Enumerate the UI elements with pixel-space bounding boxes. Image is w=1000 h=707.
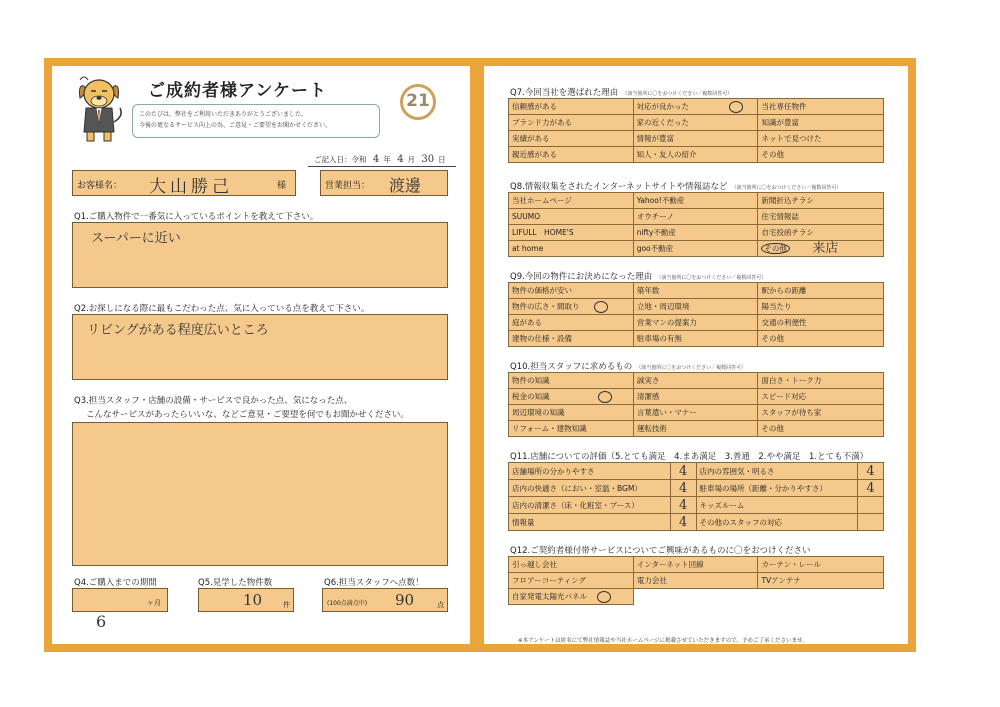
table-row	[509, 209, 884, 225]
q7-option-0-1[interactable]	[633, 99, 758, 115]
selected-circle-mark	[594, 301, 608, 313]
q10-option-0-0[interactable]: 物件の知識	[509, 373, 634, 389]
q9-title-text: Q9.今回の物件にお決めになった理由	[510, 272, 653, 282]
q2-title: Q2.お探しになる際に最もこだわった点、気に入っている点を教えて下さい。	[74, 304, 370, 314]
q7-option-2-2[interactable]: ネットで見つけた	[758, 131, 884, 147]
q10-options-table	[508, 372, 884, 437]
date-underline	[308, 166, 456, 167]
date-month: 4	[397, 154, 404, 165]
q8-option-2-2[interactable]: 自宅投函チラシ	[758, 225, 884, 241]
customer-name-value: 大山勝己	[149, 177, 233, 197]
q3-title-line-1: Q3.担当スタッフ・店舗の設備・サービスで良かった点、気になった点、	[74, 396, 353, 406]
right-panel	[484, 66, 908, 644]
q7-option-3-1[interactable]: 知人・友人の紹介	[633, 147, 758, 163]
q11-item-1-right: 駐車場の場所（距離・分かりやすさ）	[696, 480, 858, 497]
q8-option-0-0[interactable]: 当社ホームページ	[509, 193, 634, 209]
date-year: 4	[372, 154, 380, 165]
q9-option-3-0[interactable]: 建物の仕様・設備	[509, 331, 634, 347]
sales-staff-field[interactable]	[320, 170, 448, 196]
dog-mascot-icon	[74, 72, 126, 144]
q6-unit: 点	[437, 601, 444, 609]
q6-hint: (100点満点中)	[327, 600, 368, 607]
q10-option-2-0[interactable]: 周辺環境の知識	[509, 405, 634, 421]
q8-option-2-0[interactable]: LIFULL HOME'S	[509, 225, 634, 241]
greeting-line-2: 今後の更なるサービス向上の為、ご意見・ご要望をお聞かせください。	[139, 122, 332, 129]
q12-option-0-0[interactable]: 引っ越し会社	[509, 557, 634, 573]
q1-answer-box[interactable]	[72, 222, 448, 288]
q8-option-0-2[interactable]: 新聞折込チラシ	[758, 193, 884, 209]
q11-item-3-left: 情報量	[509, 514, 671, 531]
q7-title-text: Q7.今回当社を選ばれた理由	[510, 88, 619, 98]
q5-answer-box[interactable]	[198, 588, 294, 612]
date-month-unit: 月	[407, 155, 416, 164]
q7-option-0-2[interactable]: 当社専任物件	[758, 99, 884, 115]
q7-option-3-2[interactable]: その他	[758, 147, 884, 163]
q9-option-1-0[interactable]	[509, 299, 634, 315]
q8-option-0-1[interactable]: Yahoo!不動産	[633, 193, 758, 209]
q11-evaluation-table	[508, 462, 884, 531]
q12-option-1-2[interactable]: TVアンテナ	[758, 573, 884, 589]
q11-score-0-left[interactable]: 4	[670, 463, 696, 480]
q11-item-2-left: 店内の清潔さ（床・化粧室・ブース）	[509, 497, 671, 514]
table-row	[509, 99, 884, 115]
q8-option-3-0[interactable]: at home	[509, 241, 634, 257]
q7-option-1-2[interactable]: 知識が豊富	[758, 115, 884, 131]
q9-note: （該当箇所に〇をおつけください／複数回答可）	[656, 275, 767, 281]
q8-other-answer: 来店	[812, 241, 839, 256]
table-row	[509, 480, 884, 497]
customer-name-field[interactable]	[72, 170, 296, 196]
table-row	[509, 193, 884, 209]
entry-date	[314, 154, 446, 165]
q11-score-3-left[interactable]: 4	[670, 514, 696, 531]
q7-option-2-1[interactable]: 情報が豊富	[633, 131, 758, 147]
q8-note: （該当箇所に〇をおつけください／複数回答可）	[731, 185, 842, 191]
selected-circle-mark	[598, 391, 612, 403]
q1-title: Q1.ご購入物件で一番気に入っているポイントを教えて下さい。	[74, 212, 319, 222]
q12-options-table	[508, 556, 884, 605]
q7-option-0-0[interactable]: 信頼感がある	[509, 99, 634, 115]
table-row	[509, 373, 884, 389]
century21-logo-icon	[400, 84, 436, 120]
q12-option-0-1[interactable]: インターネット回線	[633, 557, 758, 573]
q8-option-1-2[interactable]: 住宅情報誌	[758, 209, 884, 225]
table-row	[509, 421, 884, 437]
q10-option-1-1[interactable]: 清潔感	[633, 389, 758, 405]
q8-option-3-1[interactable]: goo不動産	[633, 241, 758, 257]
q7-options-table	[508, 98, 884, 163]
q7-note: （該当箇所に〇をおつけください／複数回答可）	[622, 91, 733, 97]
q7-title	[510, 86, 732, 98]
q9-option-3-1[interactable]: 駐車場の有無	[633, 331, 758, 347]
q2-answer-box[interactable]	[72, 314, 448, 380]
left-panel	[52, 66, 470, 644]
q8-option-2-1[interactable]: nifty不動産	[633, 225, 758, 241]
date-year-unit: 年	[383, 155, 391, 164]
q10-option-3-0[interactable]: リフォーム・建物知識	[509, 421, 634, 437]
q12-option-2-1	[633, 589, 758, 605]
date-day: 30	[421, 154, 435, 165]
q12-option-2-0[interactable]	[509, 589, 634, 605]
q6-answer-box[interactable]	[322, 588, 448, 612]
q10-note: （該当箇所に〇をおつけください／複数回答可）	[636, 365, 747, 371]
q9-option-1-0-label: 物件の広さ・間取り	[512, 301, 580, 311]
q1-answer: スーパーに近い	[91, 231, 181, 246]
survey-title: ご成約者様アンケート	[148, 81, 327, 101]
q5-title: Q5.見学した物件数	[198, 578, 273, 588]
q7-option-1-1[interactable]: 家の近くだった	[633, 115, 758, 131]
q10-option-3-1[interactable]: 運転技術	[633, 421, 758, 437]
table-row	[509, 331, 884, 347]
q10-option-0-2[interactable]: 面白さ・トーク力	[758, 373, 884, 389]
q11-item-2-right: キッズルーム	[696, 497, 858, 514]
selected-circle-mark	[597, 591, 611, 603]
q11-item-0-right: 店内の雰囲気・明るさ	[696, 463, 858, 480]
q7-option-2-0[interactable]: 実績がある	[509, 131, 634, 147]
q12-option-1-1[interactable]: 電力会社	[633, 573, 758, 589]
table-row	[509, 315, 884, 331]
q9-options-table	[508, 282, 884, 347]
q11-score-1-right[interactable]: 4	[858, 480, 884, 497]
q2-answer: リビングがある程度広いところ	[87, 323, 269, 338]
q3-title-line-2: こんなサービスがあったらいいな、などご意見・ご要望を何でもお聞かせください。	[86, 410, 409, 420]
q10-option-1-0-label: 税金の知識	[512, 391, 550, 401]
q9-option-0-1[interactable]: 築年数	[633, 283, 758, 299]
q8-option-3-2[interactable]	[758, 241, 884, 257]
q9-title	[510, 270, 766, 282]
table-row	[509, 497, 884, 514]
q12-option-2-0-label: 自家発電太陽光パネル	[512, 591, 587, 601]
date-label: ご記入日：令和	[314, 155, 367, 164]
table-row	[509, 283, 884, 299]
q4-answer-box[interactable]	[72, 588, 168, 612]
q10-option-3-2[interactable]: その他	[758, 421, 884, 437]
date-day-unit: 日	[438, 155, 446, 164]
q8-option-1-1[interactable]: オウチーノ	[633, 209, 758, 225]
q11-score-2-left[interactable]: 4	[670, 497, 696, 514]
q4-title: Q4.ご購入までの期間	[74, 578, 157, 588]
q10-option-2-1[interactable]: 言葉遣い・マナー	[633, 405, 758, 421]
q12-option-0-2[interactable]: カーテン・レール	[758, 557, 884, 573]
table-row	[509, 573, 884, 589]
q8-option-1-0[interactable]: SUUMO	[509, 209, 634, 225]
sales-staff-label: 営業担当：	[325, 181, 371, 191]
table-row	[509, 299, 884, 315]
q9-option-2-2[interactable]: 交通の利便性	[758, 315, 884, 331]
q12-title: Q12.ご契約者様付帯サービスについてご興味があるものに〇をおつけください	[510, 546, 811, 556]
q9-option-1-1[interactable]: 立地・周辺環境	[633, 299, 758, 315]
table-row	[509, 463, 884, 480]
q10-option-1-2[interactable]: スピード対応	[758, 389, 884, 405]
table-row	[509, 147, 884, 163]
customer-name-label: お客様名：	[77, 181, 123, 191]
q11-score-1-left[interactable]: 4	[670, 480, 696, 497]
q10-option-2-2[interactable]: スタッフが待ち家	[758, 405, 884, 421]
q9-option-2-0[interactable]: 庭がある	[509, 315, 634, 331]
q5-answer: 10	[243, 591, 263, 609]
table-row	[509, 389, 884, 405]
q8-title	[510, 180, 841, 192]
q9-option-3-2[interactable]: その他	[758, 331, 884, 347]
q8-options-table	[508, 192, 884, 257]
q10-title	[510, 360, 746, 372]
q11-item-0-left: 店舗場所の分かりやすさ	[509, 463, 671, 480]
q12-option-2-2	[758, 589, 884, 605]
q9-option-2-1[interactable]: 営業マンの提案力	[633, 315, 758, 331]
q11-item-1-left: 店内の快適さ（におい・室温・BGM）	[509, 480, 671, 497]
q7-option-1-0[interactable]: ブランド力がある	[509, 115, 634, 131]
q10-option-1-0[interactable]	[509, 389, 634, 405]
q4-answer: 6	[96, 612, 107, 631]
q7-option-0-1-label: 対応が良かった	[636, 101, 690, 111]
q11-score-3-right[interactable]	[858, 514, 884, 531]
footer-note: ※本アンケートは匿名にて弊社情報誌や当社ホームページに掲載させていただきますので、予めご了承くださいませ。	[518, 638, 808, 644]
q9-option-0-0[interactable]: 物件の価格が安い	[509, 283, 634, 299]
q7-option-3-0[interactable]: 親近感がある	[509, 147, 634, 163]
table-row	[509, 405, 884, 421]
selected-circle-mark	[729, 101, 743, 113]
q10-option-0-1[interactable]: 誠実さ	[633, 373, 758, 389]
q5-unit: 件	[283, 601, 290, 609]
q8-option-3-2-label: その他	[761, 243, 790, 254]
sales-staff-value: 渡邊	[389, 176, 422, 195]
q8-title-text: Q8.情報収集をされたインターネットサイトや情報誌など	[510, 182, 728, 192]
q9-option-0-2[interactable]: 駅からの距離	[758, 283, 884, 299]
table-row	[509, 557, 884, 573]
customer-name-suffix: 様	[277, 181, 287, 191]
table-row	[509, 241, 884, 257]
q11-title: Q11.店舗についての評価（5.とても満足 4.まあ満足 3.普通 2.やや満足 1.とても不満）	[510, 452, 869, 462]
table-row	[509, 589, 884, 605]
q4-unit: ヶ月	[147, 599, 161, 607]
q11-score-2-right[interactable]	[858, 497, 884, 514]
q12-option-1-0[interactable]: フロアーコーティング	[509, 573, 634, 589]
q3-answer-box[interactable]	[72, 422, 448, 566]
greeting-bubble	[132, 104, 380, 138]
table-row	[509, 131, 884, 147]
table-row	[509, 514, 884, 531]
q9-option-1-2[interactable]: 陽当たり	[758, 299, 884, 315]
logo-text: 21	[406, 91, 430, 111]
table-row	[509, 115, 884, 131]
q11-item-3-right: その他のスタッフの対応	[696, 514, 858, 531]
q11-score-0-right[interactable]: 4	[858, 463, 884, 480]
q6-answer: 90	[395, 591, 415, 609]
q6-title: Q6.担当スタッフへ点数！	[324, 578, 424, 588]
q10-title-text: Q10.担当スタッフに求めるもの	[510, 362, 633, 372]
greeting-line-1: このたびは、弊社をご利用いただきありがとうございました。	[139, 111, 308, 118]
